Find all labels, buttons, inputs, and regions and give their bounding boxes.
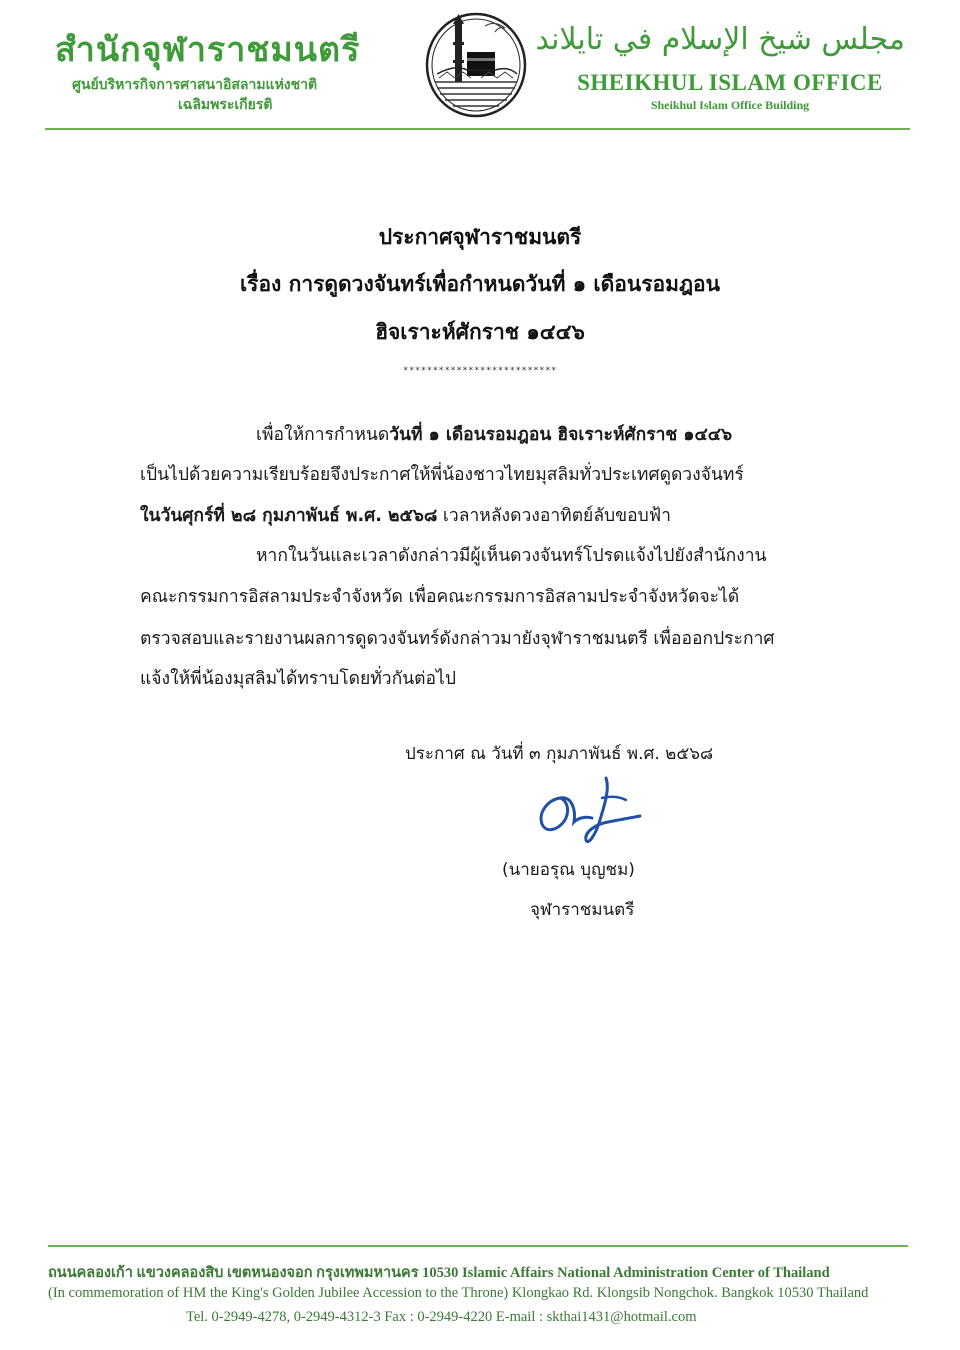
heading-separator: ************************** — [403, 366, 557, 376]
text-span: เวลาหลังดวงอาทิตย์ลับขอบฟ้า — [437, 506, 671, 526]
footer-commemoration: (In commemoration of HM the King's Golden Jubilee Accession to the Throne) Klongkao Rd. Klongsib Nongchok. Bangkok 10530 Thailand — [48, 1285, 869, 1301]
paragraph-1-line-1 — [256, 420, 732, 448]
paragraph-2-line-1: หากในวันและเวลาดังกล่าวมีผู้เห็นดวงจันทร์โปรดแจ้งไปยังสำนักงาน — [256, 546, 767, 566]
bold-text-span: ในวันศุกร์ที่ ๒๘ กุมภาพันธ์ พ.ศ. ๒๕๖๘ — [140, 506, 438, 526]
announcement-hijri-year: ฮิจเราะห์ศักราช ๑๔๔๖ — [375, 320, 585, 344]
paragraph-1-line-3 — [140, 501, 671, 529]
footer-contact: Tel. 0-2949-4278, 0-2949-4312-3 Fax : 0-2949-4220 E-mail : skthai1431@hotmail.com — [186, 1309, 697, 1325]
org-english-title: SHEIKHUL ISLAM OFFICE — [577, 70, 883, 95]
paragraph-2-line-4: แจ้งให้พี่น้องมุสลิมได้ทราบโดยทั่วกันต่อไป — [140, 669, 456, 689]
bold-text-span: วันที่ ๑ เดือนรอมฎอน ฮิจเราะห์ศักราช ๑๔๔๖ — [389, 425, 733, 445]
org-thai-subtitle: ศูนย์บริหารกิจการศาสนาอิสลามแห่งชาติ — [72, 77, 318, 93]
org-thai-title: สำนักจุฬาราชมนตรี — [55, 30, 361, 70]
org-arabic-title: مجلس شيخ الإسلام في تايلاند — [535, 22, 905, 57]
footer-address: ถนนคลองเก้า แขวงคลองสิบ เขตหนองจอก กรุงเทพมหานคร 10530 Islamic Affairs National Administration Center of Thailand — [48, 1265, 830, 1281]
office-emblem-logo — [425, 12, 527, 118]
paragraph-2-line-2: คณะกรรมการอิสลามประจำจังหวัด เพื่อคณะกรรมการอิสลามประจำจังหวัดจะได้ — [140, 587, 740, 607]
signer-name: (นายอรุณ บุญชม) — [502, 860, 635, 880]
paragraph-1-line-2: เป็นไปด้วยความเรียบร้อยจึงประกาศให้พี่น้องชาวไทยมุสลิมทั่วประเทศดูดวงจันทร์ — [140, 465, 744, 485]
announcement-date: ประกาศ ณ วันที่ ๓ กุมภาพันธ์ พ.ศ. ๒๕๖๘ — [405, 744, 714, 764]
letterhead-divider — [45, 128, 910, 130]
handwritten-signature — [530, 770, 650, 850]
org-thai-subtitle-2: เฉลิมพระเกียรติ — [178, 97, 273, 113]
paragraph-2-line-3: ตรวจสอบและรายงานผลการดูดวงจันทร์ดังกล่าวมายังจุฬาราชมนตรี เพื่อออกประกาศ — [140, 629, 775, 649]
text-span: เพื่อให้การกำหนด — [256, 425, 390, 445]
signer-title: จุฬาราชมนตรี — [530, 900, 635, 920]
footer-divider — [48, 1245, 908, 1247]
announcement-subject: เรื่อง การดูดวงจันทร์เพื่อกำหนดวันที่ ๑ เดือนรอมฎอน — [239, 272, 721, 296]
org-english-subtitle: Sheikhul Islam Office Building — [650, 98, 810, 112]
announcement-title: ประกาศจุฬาราชมนตรี — [378, 225, 582, 249]
